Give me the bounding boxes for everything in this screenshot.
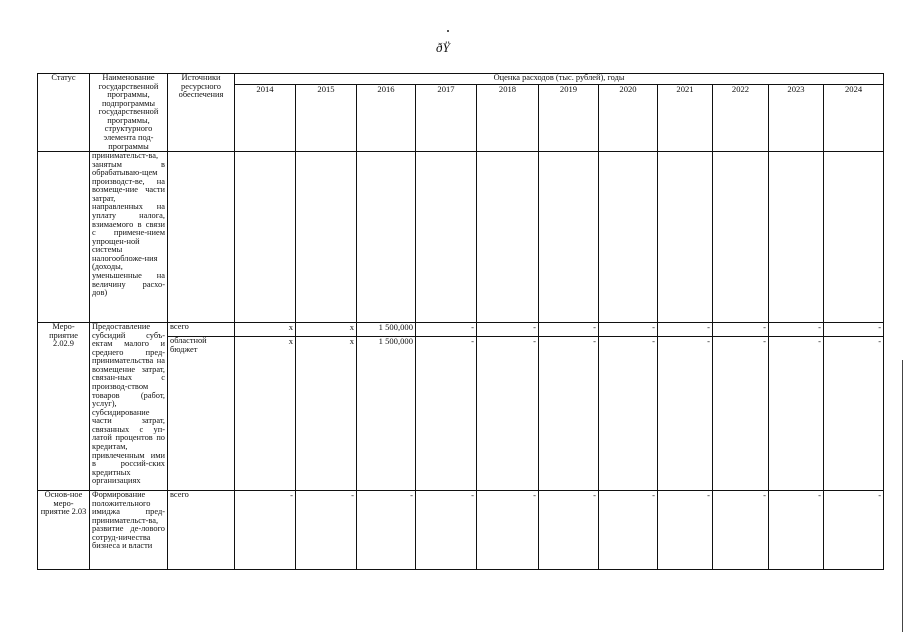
header-year: 2014 xyxy=(235,85,296,152)
value-cell: - xyxy=(599,337,658,491)
value-cell: - xyxy=(416,337,477,491)
value-cell: - xyxy=(713,337,769,491)
name-cell: принимательст-ва, занятым в обрабатываю-щем производст-ве, на возмеще-ние части затрат, направленных на уплату налога, взимаемого в связи с примене-нием упрощен-ной системы налогообложе-ния (доходы, уменьшенные на величину расхо-дов) xyxy=(90,152,168,323)
value-cell: 1 500,000 xyxy=(357,337,416,491)
value-cell xyxy=(824,152,884,323)
header-year: 2021 xyxy=(658,85,713,152)
value-cell: - xyxy=(357,491,416,570)
value-cell xyxy=(477,152,539,323)
table-row xyxy=(38,323,884,337)
table-row xyxy=(38,152,884,323)
value-cell xyxy=(713,152,769,323)
value-cell: - xyxy=(658,491,713,570)
value-cell: x xyxy=(296,323,357,337)
status-cell xyxy=(38,152,90,323)
value-cell: - xyxy=(296,491,357,570)
value-cell xyxy=(296,152,357,323)
value-cell: - xyxy=(824,323,884,337)
header-year: 2019 xyxy=(539,85,599,152)
value-cell: - xyxy=(477,337,539,491)
value-cell: - xyxy=(599,491,658,570)
value-cell: 1 500,000 xyxy=(357,323,416,337)
value-cell: - xyxy=(824,491,884,570)
header-year: 2023 xyxy=(769,85,824,152)
table-body xyxy=(38,152,884,570)
value-cell: - xyxy=(658,323,713,337)
source-cell: всего xyxy=(168,323,235,337)
value-cell xyxy=(539,152,599,323)
value-cell: - xyxy=(713,323,769,337)
table-row xyxy=(38,491,884,570)
value-cell: - xyxy=(769,337,824,491)
value-cell: - xyxy=(824,337,884,491)
source-cell: областной бюджет xyxy=(168,337,235,491)
status-cell: Основ-ное меро-приятие 2.03 xyxy=(38,491,90,570)
value-cell: - xyxy=(416,323,477,337)
header-year: 2016 xyxy=(357,85,416,152)
header-year: 2024 xyxy=(824,85,884,152)
expense-table xyxy=(37,73,884,570)
value-cell: - xyxy=(599,323,658,337)
header-source: Источники ресурсного обеспечения xyxy=(168,74,235,152)
header-name: Наименование государственной программы, подпрограммы государственной программы, структурного элемента под-программы xyxy=(90,74,168,152)
margin-rule xyxy=(902,360,903,632)
value-cell: - xyxy=(539,337,599,491)
value-cell xyxy=(599,152,658,323)
value-cell: x xyxy=(235,337,296,491)
page-number: ðŸ xyxy=(436,40,450,55)
header-status: Статус xyxy=(38,74,90,152)
value-cell xyxy=(769,152,824,323)
source-cell xyxy=(168,152,235,323)
header-year: 2017 xyxy=(416,85,477,152)
name-cell: Формирование положительного имиджа пред-принимательст-ва, развитие де-лового сотруд-ничества бизнеса и власти xyxy=(90,491,168,570)
header-year: 2015 xyxy=(296,85,357,152)
value-cell xyxy=(235,152,296,323)
value-cell: - xyxy=(477,323,539,337)
value-cell xyxy=(416,152,477,323)
value-cell: - xyxy=(713,491,769,570)
value-cell: - xyxy=(539,323,599,337)
value-cell: x xyxy=(235,323,296,337)
value-cell: - xyxy=(769,491,824,570)
status-cell: Меро-приятие 2.02.9 xyxy=(38,323,90,491)
header-estimate: Оценка расходов (тыс. рублей), годы xyxy=(235,74,884,85)
value-cell: - xyxy=(477,491,539,570)
header-year: 2020 xyxy=(599,85,658,152)
value-cell xyxy=(357,152,416,323)
name-cell: Предоставление субсидий субъ-ектам малого и среднего пред-принимательства на возмещение затрат, связан-ных с производ-ством товаров (работ, услуг), субсидирование части затрат, связанных с уп-латой процентов по кредитам, привлеченным ими в россий-ских кредитных организациях xyxy=(90,323,168,491)
value-cell: - xyxy=(539,491,599,570)
header-year: 2018 xyxy=(477,85,539,152)
source-cell: всего xyxy=(168,491,235,570)
value-cell: x xyxy=(296,337,357,491)
value-cell: - xyxy=(235,491,296,570)
value-cell: - xyxy=(769,323,824,337)
value-cell: - xyxy=(416,491,477,570)
value-cell: - xyxy=(658,337,713,491)
value-cell xyxy=(658,152,713,323)
scan-speck xyxy=(447,30,449,32)
header-year: 2022 xyxy=(713,85,769,152)
